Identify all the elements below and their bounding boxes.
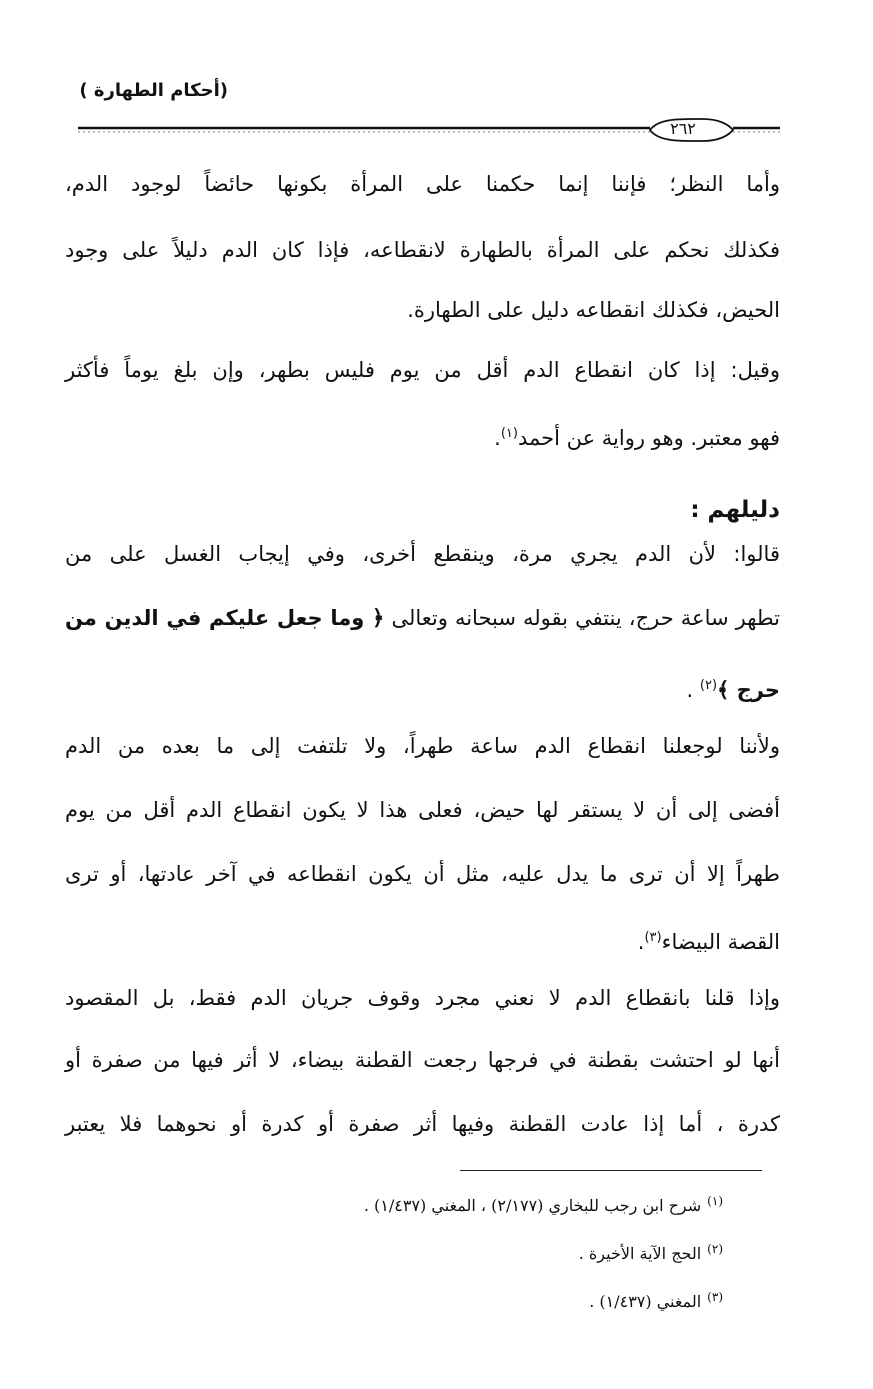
footnote-ref-2[interactable]: (٢) [699, 678, 718, 693]
footnote-separator [460, 1170, 762, 1171]
p4-line-1: ولأننا لوجعلنا انقطاع الدم ساعة طهراً، ولا تلتفت إلى ما بعده من الدم [65, 734, 780, 758]
page-number: ٢٦٢ [670, 119, 696, 138]
footnote-1 [364, 1186, 723, 1234]
running-title: (أحكام الطهارة ) [79, 80, 228, 101]
p1-line-3: الحيض، فكذلك انقطاعه دليل على الطهارة. [407, 298, 780, 322]
p3-line-2-text: تطهر ساعة حرج، ينتفي بقوله سبحانه وتعالى [391, 606, 780, 630]
quran-quote-start: ﴿ وما جعل عليكم في الدين من [65, 606, 385, 630]
p3-line-1: قالوا: لأن الدم يجري مرة، وينقطع أخرى، وفي إيجاب الغسل على من [65, 542, 780, 566]
quran-quote-end: حرج ﴾ [717, 678, 780, 702]
p5-line-2: أنها لو احتشت بقطنة في فرجها رجعت القطنة بيضاء، لا أثر فيها من صفرة أو [65, 1048, 780, 1072]
p5-line-3: كدرة ، أما إذا عادت القطنة وفيها أثر صفرة أو كدرة أو نحوهما فلا يعتبر [65, 1112, 780, 1136]
section-heading: دليلهم : [690, 497, 780, 523]
footnotes [364, 1186, 723, 1330]
footnote-ref-1[interactable]: (١) [500, 426, 518, 441]
footnote-2 [364, 1234, 723, 1282]
p3-line-2 [65, 598, 780, 638]
footnote-3 [364, 1282, 723, 1330]
p2-line-2-end: . [494, 426, 501, 450]
p4-line-4-text: القصة البيضاء [661, 930, 780, 954]
p2-line-2-text: فهو معتبر. وهو رواية عن أحمد [517, 426, 780, 450]
footnote-2-mark: (٢) [707, 1241, 723, 1256]
p5-line-1: وإذا قلنا بانقطاع الدم لا نعني مجرد وقوف جريان الدم فقط، بل المقصود [65, 986, 780, 1010]
p4-line-4 [65, 922, 780, 962]
p1-line-1: وأما النظر؛ فإننا إنما حكمنا على المرأة بكونها حائضاً لوجود الدم، [65, 172, 780, 196]
p3-line-3 [65, 670, 780, 710]
footnote-2-text: الحج الآية الأخيرة . [578, 1244, 702, 1263]
p4-line-3: طهراً إلا أن ترى ما يدل عليه، مثل أن يكون انقطاعه في آخر عادتها، أو ترى [65, 862, 780, 886]
footnote-3-text: المغني (١/٤٣٧) . [589, 1292, 702, 1311]
footnote-1-text: شرح ابن رجب للبخاري (٢/١٧٧) ، المغني (١/٤٣٧) . [363, 1196, 702, 1215]
p2-line-1: وقيل: إذا كان انقطاع الدم أقل من يوم فليس بطهر، وإن بلغ يوماً فأكثر [65, 358, 780, 382]
footnote-3-mark: (٣) [707, 1289, 723, 1304]
p3-line-3-end: . [686, 678, 694, 702]
p1-line-2: فكذلك نحكم على المرأة بالطهارة لانقطاعه، فإذا كان الدم دليلاً على وجود [65, 238, 780, 262]
p4-line-4-end: . [637, 930, 645, 954]
footnote-1-mark: (١) [707, 1193, 723, 1208]
p4-line-2: أفضى إلى أن لا يستقر لها حيض، فعلى هذا لا يكون انقطاع الدم أقل من يوم [65, 798, 780, 822]
footnote-ref-3[interactable]: (٣) [644, 930, 662, 945]
p2-line-2 [65, 418, 780, 458]
